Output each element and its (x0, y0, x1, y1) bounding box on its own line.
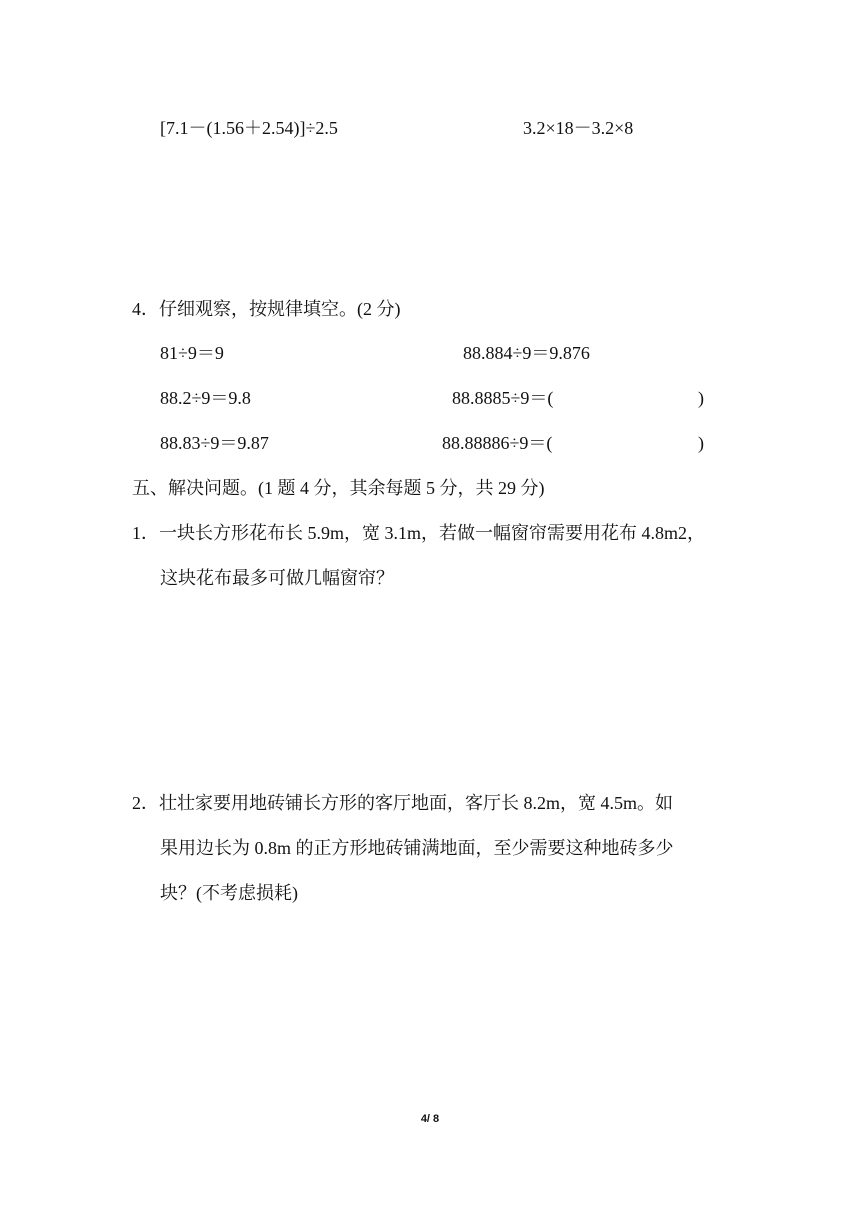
expression-right: 3.2×18－3.2×8 (523, 118, 634, 138)
expression-left: [7.1－(1.56＋2.54)]÷2.5 (160, 118, 338, 138)
q4-row1-right: 88.884÷9＝9.876 (463, 343, 590, 363)
problem2-line3: 块？(不考虑损耗) (160, 883, 298, 903)
q4-row3-blank-close: ) (698, 433, 704, 453)
problem2-line2: 果用边长为 0.8m 的正方形地砖铺满地面，至少需要这种地砖多少 (160, 838, 674, 858)
q4-row2-right: 88.8885÷9＝( (452, 388, 554, 408)
q4-row3-left: 88.83÷9＝9.87 (160, 433, 269, 453)
page-number: 4/ 8 (420, 1113, 440, 1125)
q4-row2-blank-close: ) (698, 388, 704, 408)
problem1-line2: 这块花布最多可做几幅窗帘？ (160, 568, 394, 588)
problem1-line1: 1．一块长方形花布长 5.9m，宽 3.1m，若做一幅窗帘需要用花布 4.8m2， (132, 523, 706, 543)
problem2-line1: 2．壮壮家要用地砖铺长方形的客厅地面，客厅长 8.2m，宽 4.5m。如 (132, 793, 673, 813)
q4-row1-left: 81÷9＝9 (160, 343, 224, 363)
q4-row3-right: 88.88886÷9＝( (442, 433, 553, 453)
section5-title: 五、解决问题。(1 题 4 分，其余每题 5 分，共 29 分) (132, 478, 545, 498)
q4-row2-left: 88.2÷9＝9.8 (160, 388, 251, 408)
q4-title: 4．仔细观察，按规律填空。(2 分) (132, 299, 401, 319)
